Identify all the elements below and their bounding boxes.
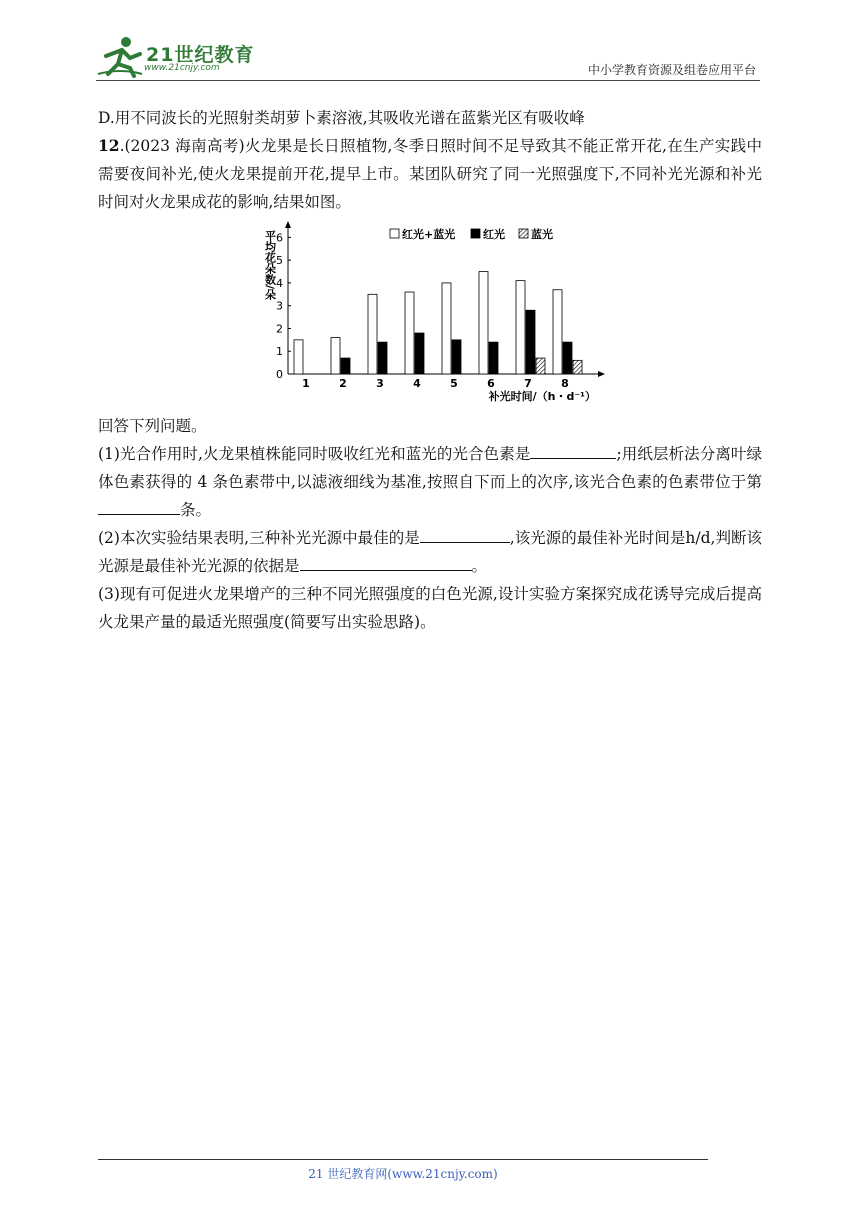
logo <box>96 34 266 78</box>
bar <box>331 338 340 374</box>
legend-entry: 蓝光 <box>531 228 553 241</box>
footer-divider <box>98 1159 708 1160</box>
sub-question-1 <box>98 440 762 524</box>
bar <box>479 272 488 374</box>
sub-question-2-part-c: 。 <box>471 557 488 575</box>
question-content <box>98 104 762 636</box>
y-axis-label: 平均花朵数/朵 <box>263 230 277 301</box>
bar <box>563 342 572 374</box>
bar <box>452 340 461 374</box>
question-12 <box>98 132 762 216</box>
bar-chart <box>258 218 608 408</box>
bar <box>442 283 451 374</box>
question-stem: .(2023 海南高考)火龙果是长日照植物,冬季日照时间不足导致其不能正常开花,在生产实践中需要夜间补光,使火龙果提前开花,提早上市。某团队研究了同一光照强度下,不同补光光源和补光时间对火龙果成花的影响,结果如图。 <box>98 137 762 211</box>
header-divider <box>96 80 760 81</box>
x-tick-label: 4 <box>413 377 421 390</box>
bar <box>553 290 562 374</box>
y-tick-label: 5 <box>276 254 283 268</box>
sub-question-2-part-b: ,该光源的最佳补光时间是h/d,判断该光源是最佳补光光源的依据是 <box>98 529 762 575</box>
y-tick-label: 0 <box>276 368 283 381</box>
bar <box>415 333 424 374</box>
logo-url: www.21cnjy.com <box>144 63 220 73</box>
x-tick-label: 5 <box>450 377 458 390</box>
chart-container <box>98 218 762 408</box>
answer-blank-3[interactable] <box>420 524 510 543</box>
answer-blank-1[interactable] <box>530 440 616 459</box>
y-tick-label: 2 <box>276 322 283 336</box>
bar <box>526 310 535 374</box>
x-tick-label: 8 <box>561 377 569 390</box>
x-tick-label: 6 <box>487 377 495 390</box>
bar <box>516 281 525 374</box>
x-tick-label: 7 <box>524 377 532 390</box>
y-tick-label: 3 <box>276 299 283 313</box>
bar <box>489 342 498 374</box>
bar <box>573 360 582 374</box>
option-d: D.用不同波长的光照射类胡萝卜素溶液,其吸收光谱在蓝紫光区有吸收峰 <box>98 109 585 127</box>
legend-entry: 红光 <box>483 228 505 241</box>
x-tick-label: 3 <box>376 377 384 390</box>
sub-question-1-part-a: (1)光合作用时,火龙果植株能同时吸收红光和蓝光的光合色素是 <box>98 445 531 463</box>
x-tick-label: 2 <box>339 377 347 390</box>
legend-swatch <box>519 229 528 238</box>
answer-blank-4[interactable] <box>300 552 472 571</box>
question-number: 12 <box>98 136 120 155</box>
x-tick-label: 1 <box>302 377 310 390</box>
legend-swatch <box>471 229 480 238</box>
header-platform-text: 中小学教育资源及组卷应用平台 <box>587 63 756 77</box>
sub-question-2-part-a: (2)本次实验结果表明,三种补光光源中最佳的是 <box>98 529 420 547</box>
bar <box>341 358 350 374</box>
sub-question-1-part-c: 条。 <box>180 501 212 519</box>
legend-swatch <box>390 229 399 238</box>
legend-entry: 红光+蓝光 <box>402 228 456 241</box>
answer-intro: 回答下列问题。 <box>98 417 207 435</box>
bar <box>378 342 387 374</box>
y-tick-label: 4 <box>276 276 283 290</box>
bar <box>536 358 545 374</box>
bar <box>368 294 377 374</box>
sub-question-1-part-b: ;用纸层析法分离叶绿体色素获得的 4 条色素带中,以滤液细线为基准,按照自下而上的次序,该光合色素的色素带位于第 <box>98 445 762 491</box>
runner-logo-icon <box>96 34 144 78</box>
logo-text: 21世纪教育 <box>146 44 255 66</box>
y-tick-label: 6 <box>276 231 283 245</box>
x-axis-arrow <box>598 371 605 377</box>
bar <box>405 292 414 374</box>
footer-text: 21 世纪教育网(www.21cnjy.com) <box>308 1167 498 1181</box>
sub-question-3: (3)现有可促进火龙果增产的三种不同光照强度的白色光源,设计实验方案探究成花诱导完成后提高火龙果产量的最适光照强度(简要写出实验思路)。 <box>98 585 762 631</box>
x-axis-label: 补光时间/（h・d⁻¹） <box>488 390 596 403</box>
y-tick-label: 1 <box>276 345 283 359</box>
y-axis-arrow <box>285 221 291 228</box>
sub-question-2 <box>98 524 762 580</box>
bar <box>294 340 303 374</box>
page-header <box>96 34 760 80</box>
answer-blank-2[interactable] <box>98 496 180 515</box>
